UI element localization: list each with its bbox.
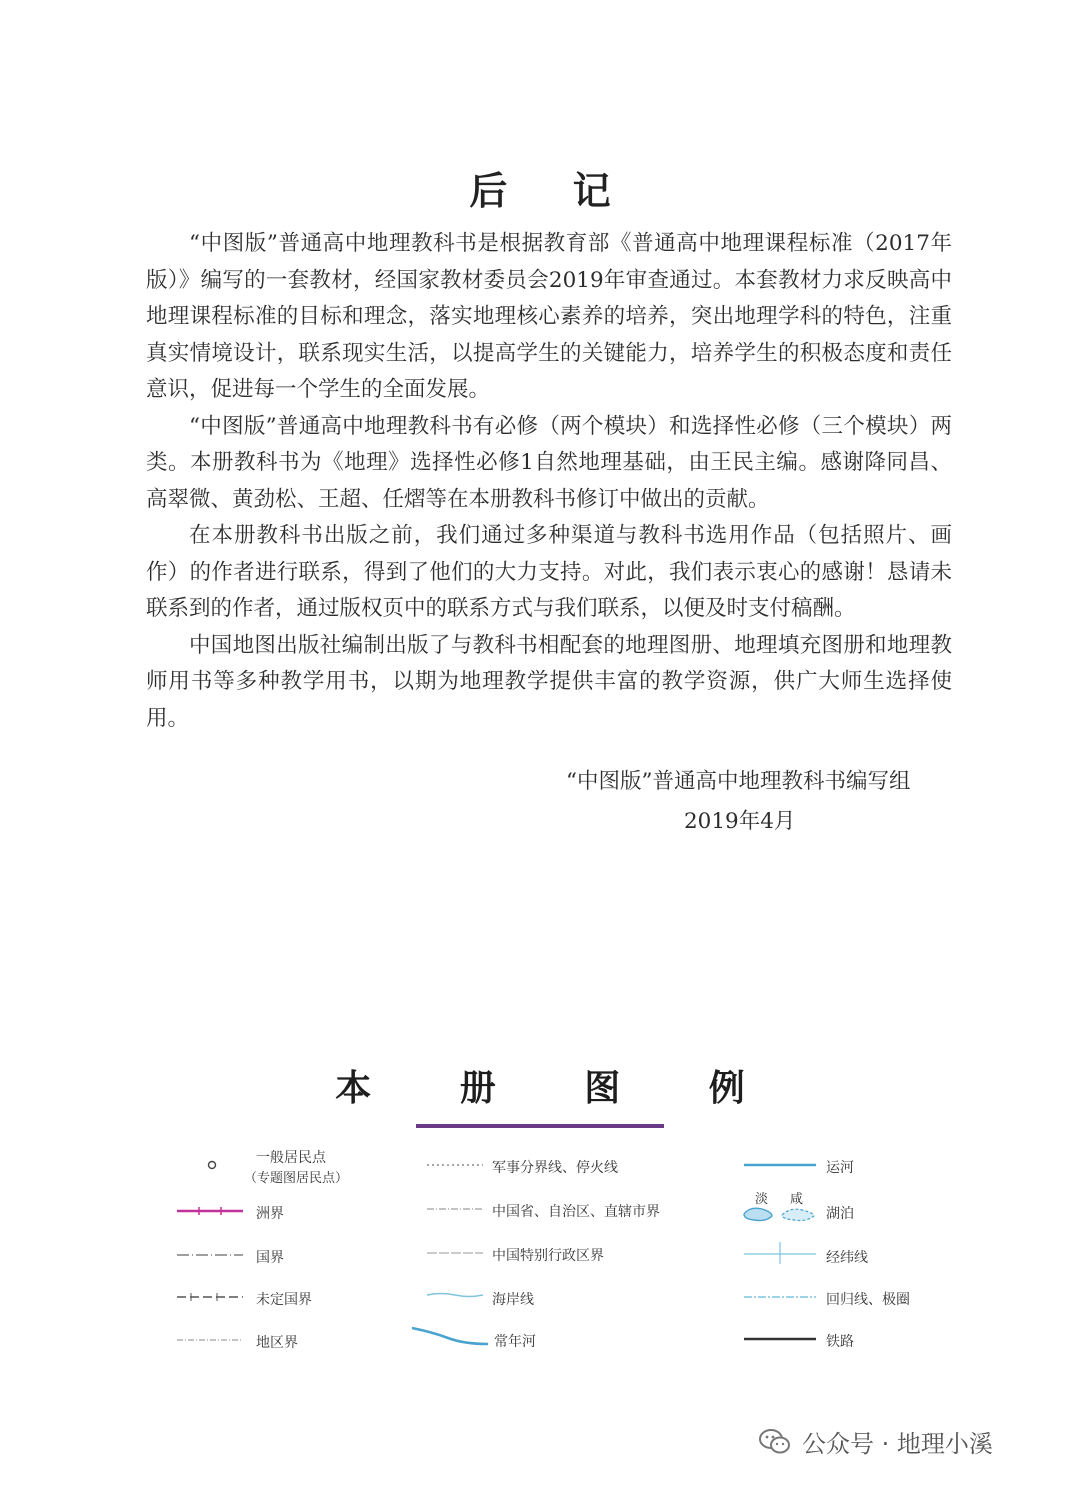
afterword-paragraph-4: 中国地图出版社编制出版了与教科书相配套的地理图册、地理填充图册和地理教师用书等多种教学用书，以期为地理教学提供丰富的教学资源，供广大师生选择使用。	[146, 632, 952, 731]
watermark	[758, 1424, 993, 1459]
legend-perennial-river-label: 常年河	[494, 1334, 536, 1350]
legend-settlement-label: 一般居民点	[256, 1150, 326, 1166]
legend-province-boundary-label: 中国省、自治区、直辖市界	[492, 1204, 660, 1220]
tropics-polar-icon	[742, 1290, 818, 1304]
legend-settlement-note: （专题图居民点）	[244, 1171, 349, 1186]
legend-military-line-label: 军事分界线、停火线	[492, 1160, 618, 1176]
legend-special-region-boundary-label: 中国特别行政区界	[492, 1248, 604, 1264]
settlement-icon	[205, 1158, 219, 1172]
legend-region-boundary-label: 地区界	[256, 1335, 298, 1351]
afterword-signature-block	[566, 762, 911, 842]
watermark-text: 公众号 · 地理小溪	[802, 1430, 993, 1458]
canal-icon	[742, 1158, 818, 1172]
province-boundary-icon	[425, 1202, 485, 1216]
perennial-river-icon	[410, 1322, 490, 1352]
afterword-date: 2019年4月	[684, 809, 796, 834]
legend-lake-fresh-label: 淡	[755, 1192, 769, 1207]
legend-title: 本 册 图 例	[335, 1067, 783, 1109]
military-line-icon	[425, 1158, 485, 1172]
legend-continent-boundary-label: 洲界	[256, 1206, 284, 1222]
afterword-paragraph-1: “中图版”普通高中地理教科书是根据教育部《普通高中地理课程标准（2017年版）》编写的一套教材，经国家教材委员会2019年审查通过。本套教材力求反映高中地理课程标准的目标和理念，落实地理核心素养的培养，突出地理学科的特色，注重真实情境设计，联系现实生活，以提高学生的关键能力，培养学生的积极态度和责任意识，促进每一个学生的全面发展。	[146, 231, 952, 402]
special-region-boundary-icon	[425, 1246, 485, 1260]
continent-boundary-icon	[175, 1204, 245, 1218]
legend-graticule-label: 经纬线	[826, 1250, 868, 1266]
lake-icon	[742, 1204, 822, 1224]
graticule-icon	[742, 1240, 818, 1266]
legend-title-rule	[416, 1124, 664, 1128]
afterword-signature: “中图版”普通高中地理教科书编写组	[566, 769, 911, 794]
region-boundary-icon	[175, 1333, 245, 1347]
undefined-boundary-icon	[175, 1290, 245, 1304]
afterword-body	[146, 226, 952, 737]
legend-coastline-label: 海岸线	[492, 1292, 534, 1308]
railway-icon	[742, 1332, 818, 1346]
legend-national-boundary-label: 国界	[256, 1250, 284, 1266]
legend-canal-label: 运河	[826, 1160, 854, 1176]
legend-lake-label: 湖泊	[826, 1206, 854, 1222]
afterword-paragraph-2: “中图版”普通高中地理教科书有必修（两个模块）和选择性必修（三个模块）两类。本册教科书为《地理》选择性必修1自然地理基础，由王民主编。感谢降同昌、高翠微、黄劲松、王超、任熠等在本册教科书修订中做出的贡献。	[146, 413, 952, 512]
legend-railway-label: 铁路	[826, 1334, 854, 1350]
wechat-icon	[758, 1427, 792, 1457]
national-boundary-icon	[175, 1248, 245, 1262]
legend-undefined-boundary-label: 未定国界	[256, 1292, 312, 1308]
coastline-icon	[425, 1288, 485, 1302]
afterword-title: 后 记	[469, 168, 637, 213]
legend-tropics-polar-label: 回归线、极圈	[826, 1292, 910, 1308]
legend-lake-salt-label: 咸	[790, 1192, 804, 1207]
afterword-paragraph-3: 在本册教科书出版之前，我们通过多种渠道与教科书选用作品（包括照片、画作）的作者进行联系，得到了他们的大力支持。对此，我们表示衷心的感谢！恳请未联系到的作者，通过版权页中的联系方式与我们联系，以便及时支付稿酬。	[146, 523, 952, 621]
